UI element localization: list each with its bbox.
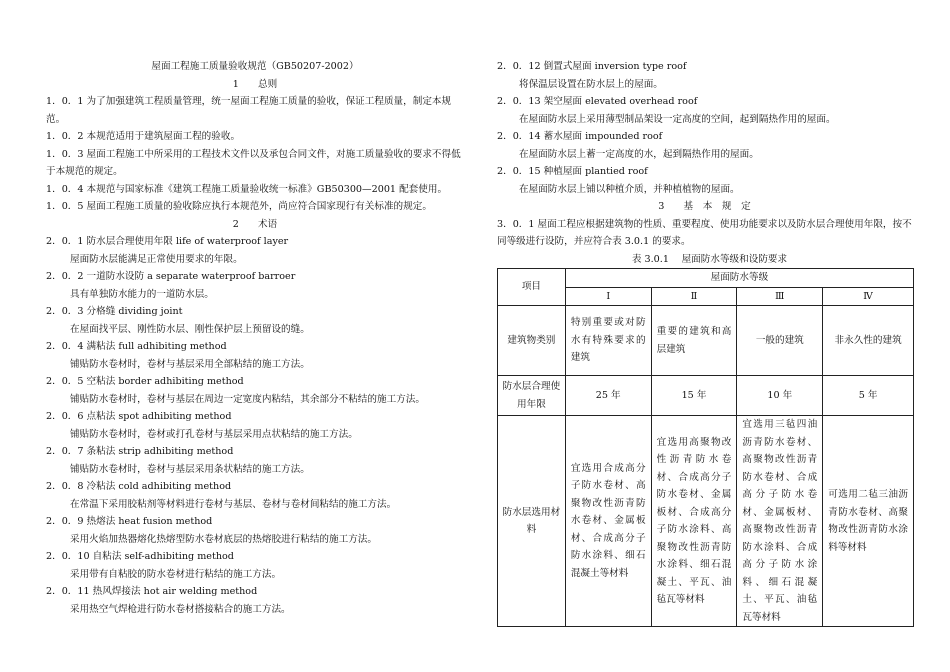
term-definition: 铺贴防水卷材时，卷材或打孔卷材与基层采用点状粘结的施工方法。 xyxy=(70,428,358,440)
term-heading: 2．0．1 防水层合理使用年限 life of waterproof layer xyxy=(46,236,289,247)
grade-header: Ⅳ xyxy=(823,287,914,306)
term-heading: 2．0．11 热风焊接法 hot air welding method xyxy=(46,586,258,597)
table-cell: 15 年 xyxy=(651,376,737,416)
table-cell: 宜选用三毡四油沥青防水卷材、高聚物改性沥青防水卷材、合成高分子防水卷材、金属板材、高聚物改性沥青防水涂料、合成高分子防水涂料、细石混凝土、平瓦、油毡瓦等材料 xyxy=(737,416,823,627)
section-2-heading: 2 术语 xyxy=(232,218,278,230)
table-cell: 特别重要或对防水有特殊要求的建筑 xyxy=(565,306,651,376)
section-1-heading: 1 总则 xyxy=(232,78,278,90)
term-definition: 将保温层设置在防水层上的屋面。 xyxy=(519,78,663,90)
table-cell: 宜选用高聚物改性沥青防水卷材、合成高分子防水卷材、金属板材、合成高分子防水涂料、高聚物改性沥青防水涂料、细石混凝土、平瓦、油毡瓦等材料 xyxy=(651,416,737,627)
table-cell: 10 年 xyxy=(737,376,823,416)
term-definition: 铺贴防水卷材时，卷材与基层在周边一定宽度内粘结，其余部分不粘结的施工方法。 xyxy=(70,393,425,405)
clause-1-0-1: 1．0．1 为了加强建筑工程质量管理，统一屋面工程施工质量的验收，保证工程质量，制定本规范。 xyxy=(46,96,452,125)
term-definition: 采用火焰加热器熔化热熔型防水卷材底层的热熔胶进行粘结的施工方法。 xyxy=(70,533,377,545)
grade-header: Ⅰ xyxy=(565,287,651,306)
term-definition: 具有单独防水能力的一道防水层。 xyxy=(70,288,214,300)
term-definition: 铺贴防水卷材时，卷材与基层采用条状粘结的施工方法。 xyxy=(70,463,310,475)
grade-header: Ⅱ xyxy=(651,287,737,306)
table-cell: 重要的建筑和高层建筑 xyxy=(651,306,737,376)
term-heading: 2．0．6 点粘法 spot adhibiting method xyxy=(46,411,232,422)
table-cell: 非永久性的建筑 xyxy=(823,306,914,376)
row-label: 防水层合理使用年限 xyxy=(498,376,566,416)
table-cell: 可选用二毡三油沥青防水卷材、高聚物改性沥青防水涂料等材料 xyxy=(823,416,914,627)
term-definition: 屋面防水层能满足正常使用要求的年限。 xyxy=(70,253,243,265)
document-title: 屋面工程施工质量验收规范（GB50207-2002） xyxy=(151,61,359,72)
term-definition: 铺贴防水卷材时，卷材与基层采用全部粘结的施工方法。 xyxy=(70,358,310,370)
table-cell: 一般的建筑 xyxy=(737,306,823,376)
term-heading: 2．0．12 倒置式屋面 inversion type roof xyxy=(497,61,687,72)
term-definition: 在屋面防水层上铺以种植介质，并种植植物的屋面。 xyxy=(519,183,740,195)
clause-1-0-3: 1．0．3 屋面工程施工中所采用的工程技术文件以及承包合同文件，对施工质量验收的要求不得低于本规范的规定。 xyxy=(46,148,461,177)
term-heading: 2．0．8 冷粘法 cold adhibiting method xyxy=(46,481,232,492)
term-heading: 2．0．5 空粘法 border adhibiting method xyxy=(46,376,244,387)
table-header-group: 屋面防水等级 xyxy=(565,269,913,288)
term-heading: 2．0．13 架空屋面 elevated overhead roof xyxy=(497,96,698,107)
term-heading: 2．0．3 分格缝 dividing joint xyxy=(46,306,183,317)
term-heading: 2．0．7 条粘法 strip adhibiting method xyxy=(46,446,234,457)
term-definition: 在屋面防水层上蓄一定高度的水，起到隔热作用的屋面。 xyxy=(519,148,759,160)
table-caption: 表 3.0.1 屋面防水等级和设防要求 xyxy=(631,253,788,265)
term-definition: 采用带有自粘胶的防水卷材进行粘结的施工方法。 xyxy=(70,568,282,580)
table-cell: 25 年 xyxy=(565,376,651,416)
term-heading: 2．0．10 自粘法 self-adhibiting method xyxy=(46,551,234,562)
left-column xyxy=(46,58,464,618)
term-definition: 在常温下采用胶粘剂等材料进行卷材与基层、卷材与卷材间粘结的施工方法。 xyxy=(70,498,397,510)
clause-1-0-5: 1．0．5 屋面工程施工质量的验收除应执行本规范外，尚应符合国家现行有关标准的规定。 xyxy=(46,201,432,212)
term-heading: 2．0．2 一道防水设防 a separate waterproof barroer xyxy=(46,271,296,282)
section-3-heading: 3 基 本 规 定 xyxy=(658,201,751,212)
table-cell: 宜选用合成高分子防水卷材、高聚物改性沥青防水卷材、金属板材、合成高分子防水涂料、细石混凝土等材料 xyxy=(565,416,651,627)
clause-1-0-2: 1．0．2 本规范适用于建筑屋面工程的验收。 xyxy=(46,131,241,142)
term-heading: 2．0．4 满粘法 full adhibiting method xyxy=(46,341,227,352)
clause-1-0-4: 1．0．4 本规范与国家标准《建筑工程施工质量验收统一标准》GB50300—2001 配套使用。 xyxy=(46,183,448,195)
waterproof-grade-table xyxy=(497,268,914,627)
term-heading: 2．0．9 热熔法 heat fusion method xyxy=(46,516,213,527)
table-cell: 5 年 xyxy=(823,376,914,416)
clause-3-0-1: 3．0．1 屋面工程应根据建筑物的性质、重要程度、使用功能要求以及防水层合理使用年限，按不同等级进行设防，并应符合表 3.0.1 的要求。 xyxy=(497,218,912,247)
row-label: 建筑物类别 xyxy=(498,306,566,376)
grade-header: Ⅲ xyxy=(737,287,823,306)
term-heading: 2．0．14 蓄水屋面 impounded roof xyxy=(497,131,663,142)
term-definition: 在屋面找平层、刚性防水层、刚性保护层上预留设的缝。 xyxy=(70,323,310,335)
term-heading: 2．0．15 种植屋面 plantied roof xyxy=(497,166,648,177)
right-column xyxy=(497,58,912,627)
table-header-item: 项目 xyxy=(498,269,566,306)
term-definition: 采用热空气焊枪进行防水卷材搭接粘合的施工方法。 xyxy=(70,603,291,615)
row-label: 防水层选用材料 xyxy=(498,416,566,627)
term-definition: 在屋面防水层上采用薄型制品架设一定高度的空间，起到隔热作用的屋面。 xyxy=(519,113,836,125)
